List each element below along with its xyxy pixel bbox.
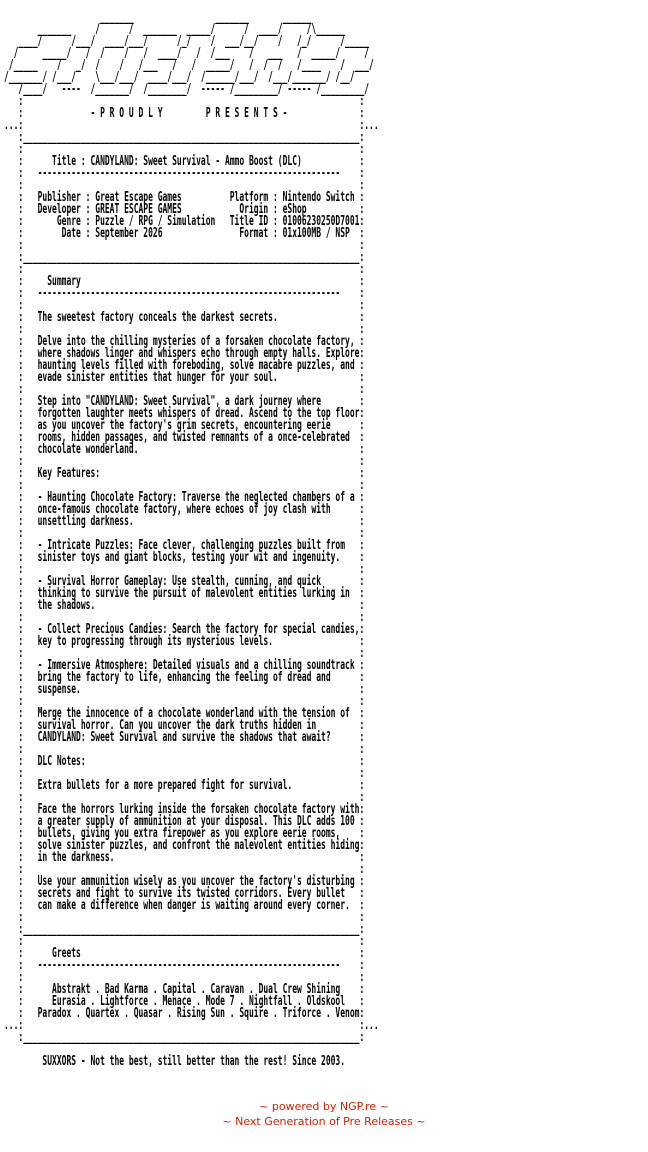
nfo-line: : :	[4, 742, 379, 757]
nfo-line: : :	[4, 610, 379, 625]
nfo-line: : - Collect Precious Candies: Search the factory for special candies,:	[4, 622, 379, 637]
nfo-line: : Title : CANDYLAND: Sweet Survival - Ammo Boost (DLC) :	[4, 154, 379, 169]
nfo-text	[4, 0, 640, 1068]
nfo-line: : :	[4, 970, 379, 985]
nfo-line: : chocolate wonderland. :	[4, 442, 379, 457]
nfo-line: : Greets :	[4, 946, 379, 961]
nfo-line: : --------------------------------------------------------------- :	[4, 166, 379, 181]
nfo-line: : key to progressing through its mysterious levels. :	[4, 634, 379, 649]
nfo-line: : :	[4, 238, 379, 253]
nfo-line: : :	[4, 862, 379, 877]
nfo-line: : :	[4, 910, 379, 925]
nfo-line: : :	[4, 298, 379, 313]
nfo-line: : :	[4, 790, 379, 805]
nfo-line: : as you uncover the factory's grim secrets, encountering eerie :	[4, 418, 379, 433]
nfo-line: : :	[4, 142, 379, 157]
nfo-line: : - Survival Horror Gameplay: Use stealth, cunning, and quick :	[4, 574, 379, 589]
nfo-line: : - P R O U D L Y P R E S E N T S - :	[4, 106, 379, 121]
nfo-line: : Summary :	[4, 274, 379, 289]
nfo-line: : once-famous chocolate factory, where echoes of joy clash with :	[4, 502, 379, 517]
nfo-line: _______ _______ ______	[4, 10, 379, 25]
nfo-line: : Paradox . Quartex . Quasar . Rising Sun . Squire . Triforce . Venom:	[4, 1006, 379, 1021]
nfo-line: : bullets, giving you extra firepower as you explore eerie rooms, :	[4, 826, 379, 841]
powered-by-text: ~ powered by NGP.re ~	[259, 1100, 389, 1113]
nfo-line: :______________________________________________________________________:	[4, 1030, 379, 1045]
nfo-line: : Date : September 2026 Format : 01x100MB / NSP :	[4, 226, 379, 241]
nfo-line: : forgotten laughter meets whispers of dread. Ascend to the top floor:	[4, 406, 379, 421]
nfo-line: /_______/ /___/ \___/___/ ____/___/ /______/___/ /___/_______/ /__/	[4, 70, 360, 85]
nfo-line: : --------------------------------------------------------------- :	[4, 286, 379, 301]
nfo-line: : Merge the innocence of a chocolate wonderland with the tension of :	[4, 706, 379, 721]
nfo-line: : :	[4, 526, 379, 541]
nfo-line: : in the darkness. :	[4, 850, 379, 865]
nfo-line: ...: :...	[4, 118, 379, 133]
nfo-line: : - Immersive Atmosphere: Detailed visuals and a chilling soundtrack :	[4, 658, 379, 673]
nfo-line: : Publisher : Great Escape Games Platform : Nintendo Switch :	[4, 190, 379, 205]
nfo-line: : :	[4, 766, 379, 781]
nfo-line: :______________________________________________________________________:	[4, 922, 379, 937]
nfo-line: : DLC Notes: :	[4, 754, 379, 769]
nfo-line: : --------------------------------------------------------------- :	[4, 958, 379, 973]
nfo-line: : :	[4, 646, 379, 661]
nfo-line: : secrets and fight to survive its twisted corridors. Every bullet :	[4, 886, 379, 901]
nfo-line: : Abstrakt . Bad Karma . Capital . Caravan . Dual Crew Shining :	[4, 982, 379, 997]
nfo-line: :______________________________________________________________________:	[4, 250, 379, 265]
nfo-line: : sinister toys and giant blocks, testing your wit and ingenuity. :	[4, 550, 379, 565]
nfo-line: : Eurasia . Lightforce . Menace . Mode 7 . Nightfall . Oldskool :	[4, 994, 379, 1009]
nfo-line: : evade sinister entities that hunger for your soul. :	[4, 370, 379, 385]
nfo-line: ____/ /___/ ____/___/ /_/ / ___/__/ / /_/ /_____	[4, 34, 379, 49]
nfo-line: : :	[4, 454, 379, 469]
nfo-line: :______________________________________________________________________:	[4, 130, 379, 145]
nfo-line: : - Haunting Chocolate Factory: Traverse the neglected chambers of a :	[4, 490, 379, 505]
nfo-line: : haunting levels filled with foreboding, solve macabre puzzles, and :	[4, 358, 379, 373]
nfo-line: _______ / / _______ _____/ / ____/ /\______	[4, 22, 379, 37]
nfo-line: : unsettling darkness. :	[4, 514, 379, 529]
nfo-line: : Delve into the chilling mysteries of a forsaken chocolate factory, :	[4, 334, 379, 349]
nfo-line: / _____/ / / / / ____/ / /___ / ___ / _____/ /	[4, 46, 379, 61]
nfo-line: /____/ ---- /_______/ /________/ ----- /_________/ ----- /_________/	[4, 82, 379, 97]
nfo-line: : The sweetest factory conceals the darkest secrets. :	[4, 310, 379, 325]
nfo-line: : Developer : GREAT ESCAPE GAMES Origin : eShop :	[4, 202, 379, 217]
nfo-line: : where shadows linger and whispers echo through empty halls. Explore:	[4, 346, 379, 361]
nfo-line: : :	[4, 694, 379, 709]
nfo-line: : :	[4, 478, 379, 493]
nfo-line: : - Intricate Puzzles: Face clever, challenging puzzles built from :	[4, 538, 379, 553]
nfo-line: : survival horror. Can you uncover the dark truths hidden in :	[4, 718, 379, 733]
nfo-line: : the shadows. :	[4, 598, 379, 613]
nfo-line: : Extra bullets for a more prepared fight for survival. :	[4, 778, 379, 793]
nfo-line: : :	[4, 178, 379, 193]
nfo-line: : Use your ammunition wisely as you uncover the factory's disturbing :	[4, 874, 379, 889]
nfo-line: : CANDYLAND: Sweet Survival and survive the shadows that await? :	[4, 730, 379, 745]
nfo-line: : solve sinister puzzles, and confront the malevolent entities hiding:	[4, 838, 379, 853]
nfo-line: : :	[4, 262, 379, 277]
nfo-line: : Genre : Puzzle / RPG / Simulation Title ID : 01006230250D7001:	[4, 214, 379, 229]
nfo-line: /_____ / _/ / / /___ / / _____/ / / / /____ / ___/	[4, 58, 384, 73]
nfo-line: : :	[4, 322, 379, 337]
nfo-line: : :	[4, 94, 379, 109]
nfo-line: : rooms, hidden passages, and twisted remnants of a once-celebrated :	[4, 430, 379, 445]
nfo-line: : Key Features: :	[4, 466, 379, 481]
nfo-line: : a greater supply of ammunition at your disposal. This DLC adds 100 :	[4, 814, 379, 829]
tagline-text: ~ Next Generation of Pre Releases ~	[222, 1115, 426, 1128]
nfo-line: ...: :...	[4, 1018, 379, 1033]
nfo-line: : Face the horrors lurking inside the forsaken chocolate factory with:	[4, 802, 379, 817]
nfo-line: SUXXORS - Not the best, still better than the rest! Since 2003.	[4, 1054, 379, 1069]
nfo-line: : :	[4, 934, 379, 949]
nfo-line: : suspense. :	[4, 682, 379, 697]
nfo-line: : can make a difference when danger is waiting around every corner. :	[4, 898, 379, 913]
footer	[0, 1099, 648, 1129]
nfo-line: : :	[4, 562, 379, 577]
nfo-line: : Step into "CANDYLAND: Sweet Survival", a dark journey where :	[4, 394, 379, 409]
nfo-line: : bring the factory to life, enhancing the feeling of dread and :	[4, 670, 379, 685]
nfo-line: : :	[4, 382, 379, 397]
nfo-line: : thinking to survive the pursuit of malevolent entities lurking in :	[4, 586, 379, 601]
